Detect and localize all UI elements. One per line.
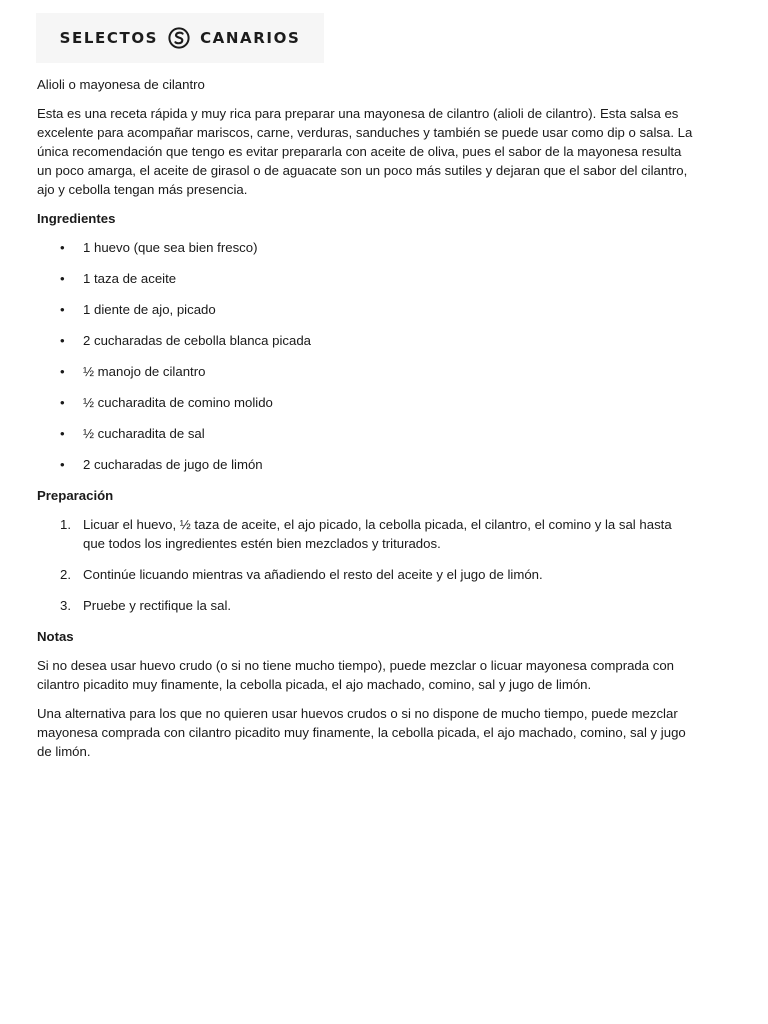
list-item [37, 424, 697, 443]
list-item [37, 596, 697, 615]
bullet: • [60, 364, 65, 379]
step-number: 2. [60, 567, 71, 582]
ingredient-text: 1 huevo (que sea bien fresco) [83, 240, 258, 255]
list-item [37, 300, 697, 319]
list-item [37, 238, 697, 257]
brand-logo [36, 13, 324, 63]
bullet: • [60, 333, 65, 348]
list-item [37, 565, 697, 584]
document-body [37, 75, 697, 771]
list-item [37, 393, 697, 412]
ingredient-text: 2 cucharadas de cebolla blanca picada [83, 333, 312, 348]
notes-paragraph: Si no desea usar huevo crudo (o si no tiene mucho tiempo), puede mezclar o licuar mayonesa comprada con cilantro picadito muy finamente, la cebolla picada, el ajo machado, comino, sal y jugo de limón. [37, 658, 675, 692]
ingredient-text: ½ cucharadita de comino molido [83, 395, 273, 410]
recipe-title: Alioli o mayonesa de cilantro [37, 77, 205, 92]
ingredient-text: 1 diente de ajo, picado [83, 302, 216, 317]
bullet: • [60, 271, 65, 286]
ingredient-text: 2 cucharadas de jugo de limón [83, 457, 263, 472]
ingredients-list [37, 238, 697, 474]
list-item [37, 515, 697, 553]
ingredient-text: ½ manojo de cilantro [83, 364, 206, 379]
list-item [37, 331, 697, 350]
bullet: • [60, 457, 65, 472]
bullet: • [60, 395, 65, 410]
ingredient-text: 1 taza de aceite [83, 271, 177, 286]
notes-heading: Notas [37, 629, 74, 644]
list-item [37, 362, 697, 381]
bullet: • [60, 240, 65, 255]
step-number: 1. [60, 517, 71, 532]
logo-text-left: SELECTOS [59, 29, 159, 47]
step-number: 3. [60, 598, 71, 613]
bullet: • [60, 302, 65, 317]
logo-lockup [60, 27, 301, 49]
step-text: Pruebe y rectifique la sal. [83, 598, 232, 613]
intro-paragraph: Esta es una receta rápida y muy rica para preparar una mayonesa de cilantro (alioli de cilantro). Esta salsa es excelente para acompañar mariscos, carne, verduras, sanduches y también se puede usar como dip o salsa. La única recomendación que tengo es evitar prepararla con aceite de oliva, pues el sabor de la mayonesa resulta un poco amarga, el aceite de girasol o de aguacate son un poco más sutiles y dejaran que el sabor del cilantro, ajo y cebolla tengan más presencia. [37, 106, 693, 197]
list-item [37, 455, 697, 474]
ingredient-text: ½ cucharadita de sal [83, 426, 205, 441]
preparation-heading: Preparación [37, 488, 114, 503]
step-text: Licuar el huevo, ½ taza de aceite, el ajo picado, la cebolla picada, el cilantro, el comino y la sal hasta que todos los ingredientes estén bien mezclados y triturados. [83, 517, 672, 551]
list-item [37, 269, 697, 288]
bullet: • [60, 426, 65, 441]
step-text: Continúe licuando mientras va añadiendo el resto del aceite y el jugo de limón. [83, 567, 543, 582]
s-circle-logo-icon [168, 27, 190, 49]
ingredients-heading: Ingredientes [37, 211, 116, 226]
preparation-steps [37, 515, 697, 615]
logo-text-right: CANARIOS [200, 29, 301, 47]
notes-paragraph: Una alternativa para los que no quieren usar huevos crudos o si no dispone de mucho tiempo, puede mezclar mayonesa comprada con cilantro picadito muy finamente, la cebolla picada, el ajo machado, comino, sal y jugo de limón. [37, 706, 686, 759]
